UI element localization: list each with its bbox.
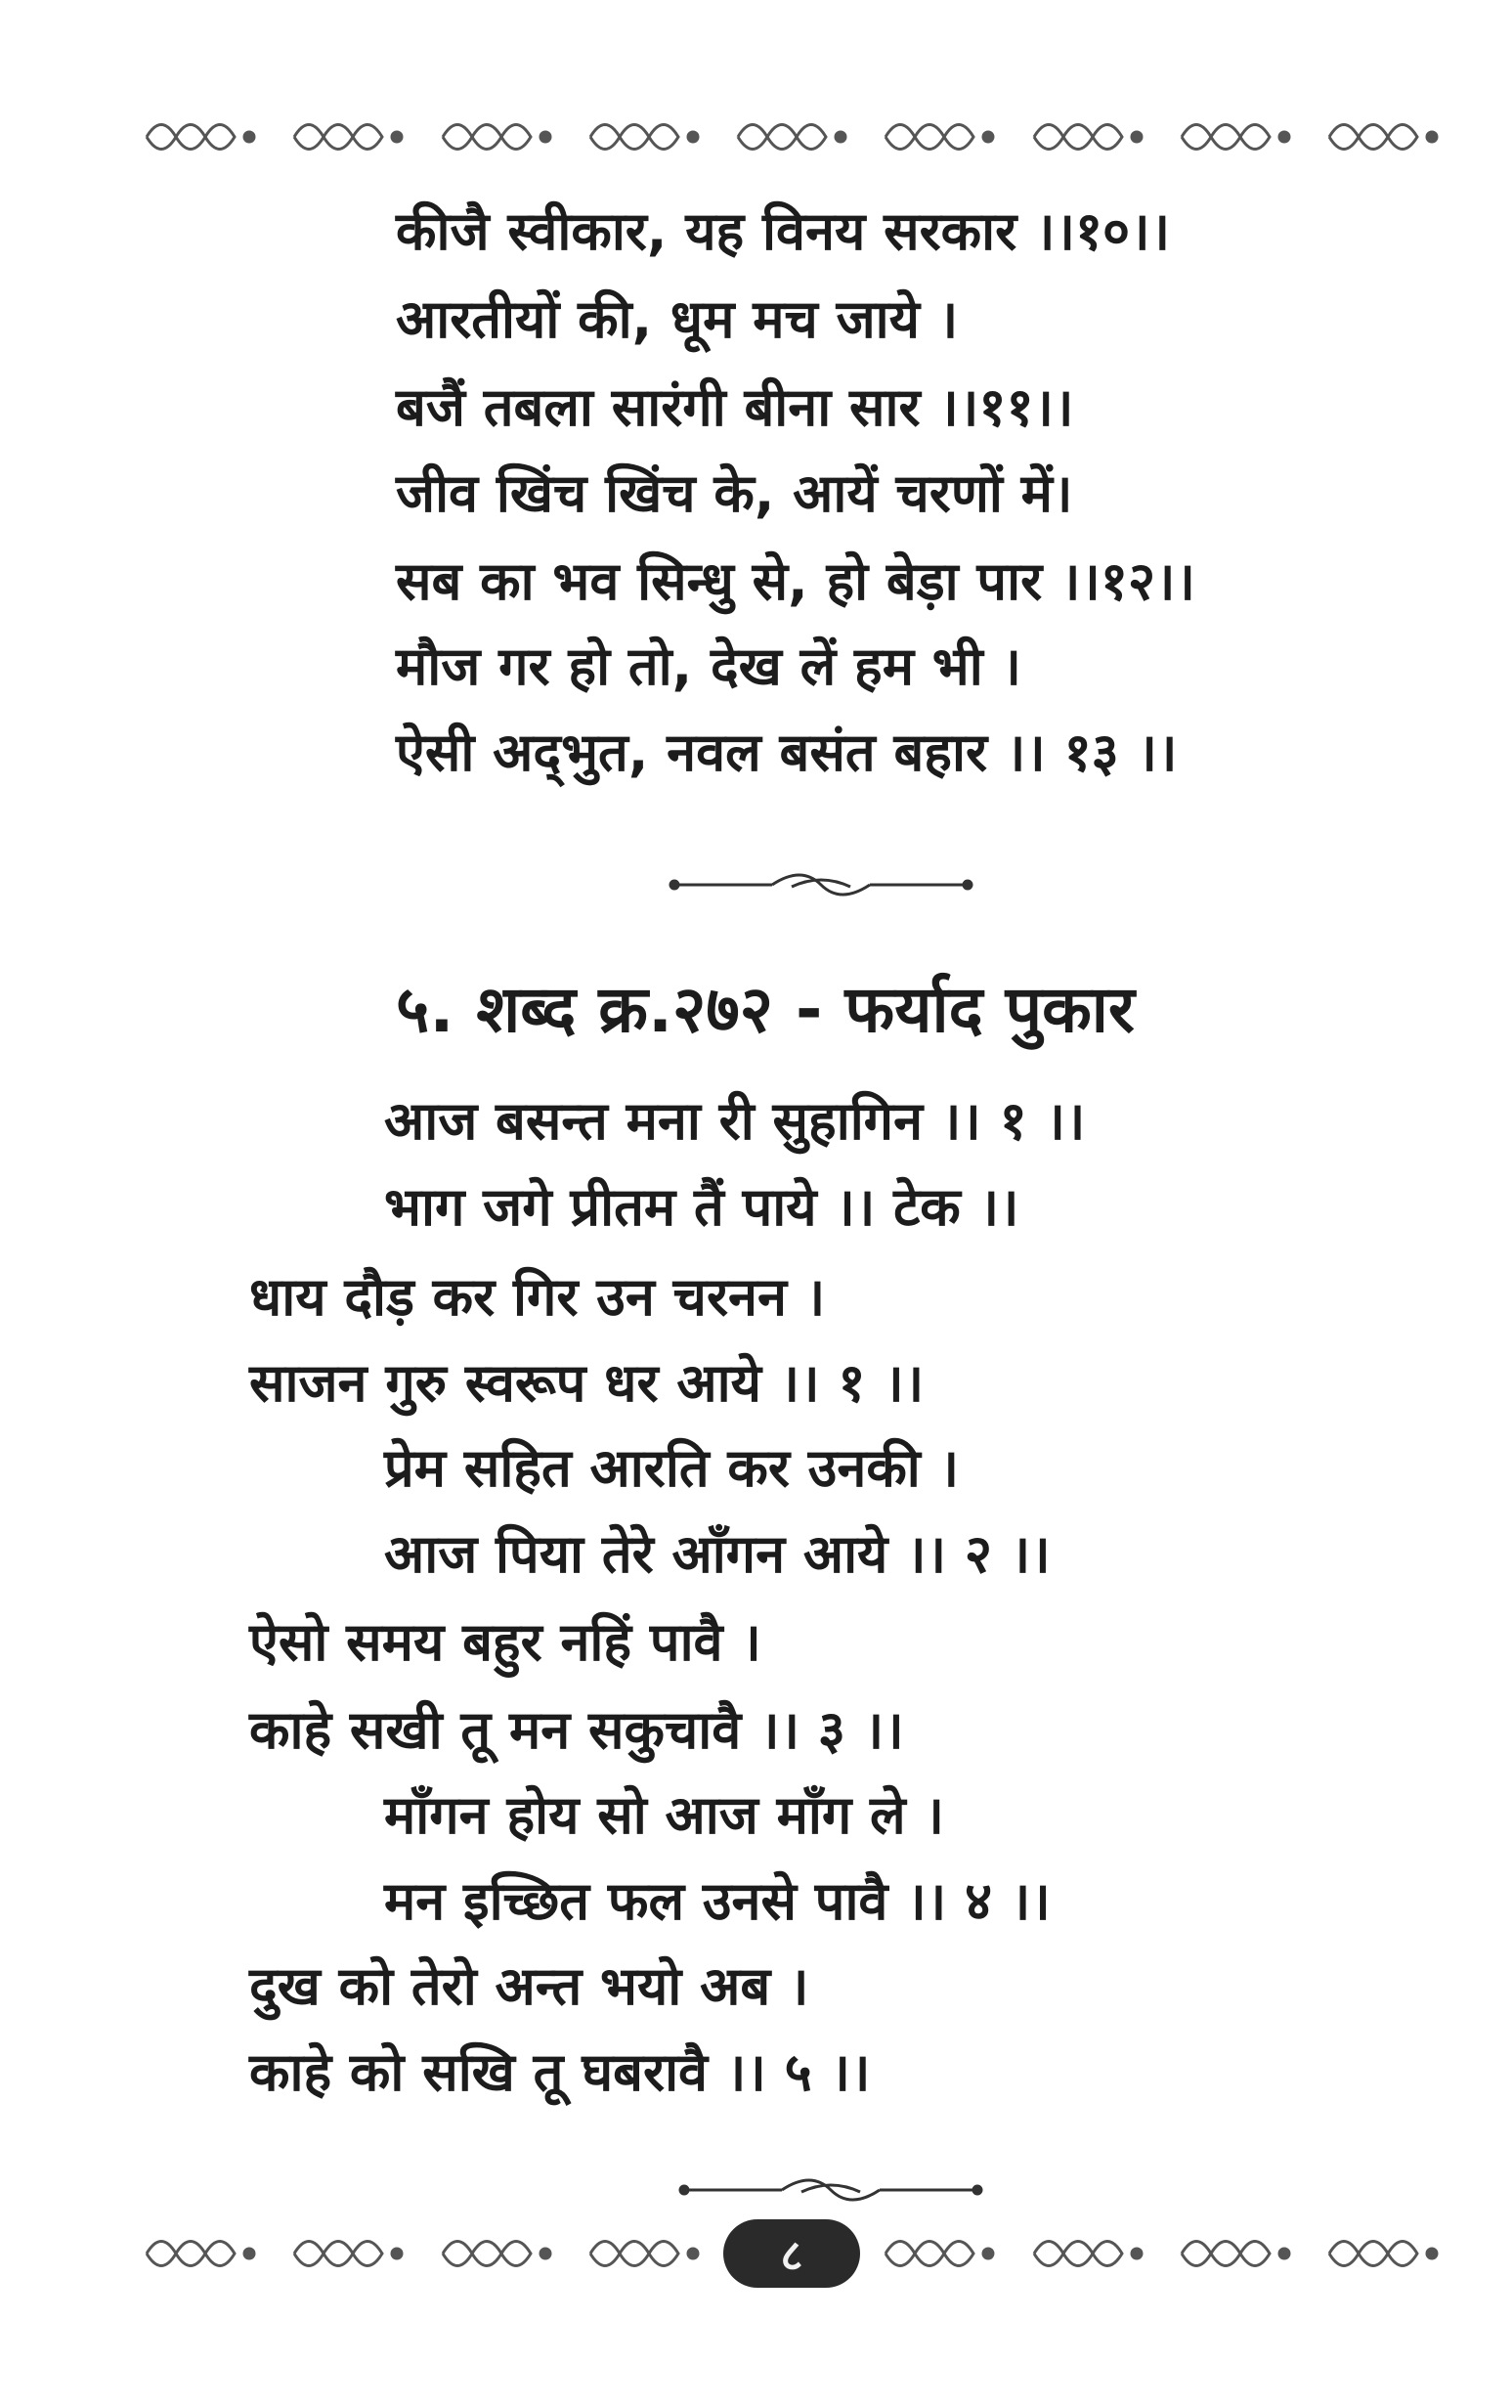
verse-line: कीजै स्वीकार, यह विनय सरकार ।।१०।। (396, 200, 1171, 262)
floral-motif-icon (1024, 108, 1151, 166)
verse-line: सब का भव सिन्धु से, हो बेड़ा पार ।।१२।। (396, 550, 1195, 612)
floral-motif-icon (433, 108, 560, 166)
page-number: ८ (723, 2219, 860, 2288)
floral-motif-icon (728, 108, 855, 166)
floral-motif-icon (1319, 2224, 1447, 2283)
verse-line: भाग जगे प्रीतम तैं पाये ।। टेक ।। (384, 1176, 1019, 1238)
floral-motif-icon (137, 2224, 264, 2283)
verse-line: दुख को तेरो अन्त भयो अब । (249, 1955, 809, 2017)
floral-motif-icon (581, 2224, 708, 2283)
floral-motif-icon (1319, 108, 1447, 166)
floral-motif-icon (581, 108, 708, 166)
verse-line: मन इच्छित फल उनसे पावै ।। ४ ।। (384, 1870, 1051, 1932)
verse-line: मौज गर हो तो, देख लें हम भी । (396, 635, 1022, 697)
divider-ornament-icon (665, 865, 977, 904)
verse-line: माँगन होय सो आज माँग ले । (384, 1784, 944, 1846)
verse-line: ऐसो समय बहुर नहिं पावै । (249, 1611, 761, 1673)
verse-line: धाय दौड़ कर गिर उन चरनन । (249, 1266, 826, 1328)
verse-line: ऐसी अद्‌भुत, नवल बसंत बहार ।। १३ ।। (396, 722, 1178, 783)
verse-line: साजन गुरु स्वरूप धर आये ।। १ ।। (249, 1352, 925, 1414)
verse-line: आज बसन्त मना री सुहागिन ।। १ ।। (384, 1090, 1086, 1152)
floral-motif-icon (433, 2224, 560, 2283)
verse-line: प्रेम सहित आरति कर उनकी । (384, 1437, 960, 1499)
verse-line: बजैं तबला सारंगी बीना सार ।।११।। (396, 376, 1074, 438)
hymn-heading: ५. शब्द क्र.२७२ - फर्याद पुकार (396, 972, 1135, 1047)
floral-motif-icon (284, 108, 411, 166)
floral-motif-icon (1172, 108, 1299, 166)
verse-line: आज पिया तेरे आँगन आये ।। २ ।। (384, 1523, 1051, 1585)
floral-motif-icon (1172, 2224, 1299, 2283)
floral-motif-icon (137, 108, 264, 166)
floral-motif-icon (284, 2224, 411, 2283)
verse-line: जीव खिंच खिंच के, आयें चरणों में। (396, 462, 1073, 524)
verse-line: आरतीयों की, धूम मच जाये । (396, 288, 959, 350)
top-ornament-border (137, 103, 1447, 171)
divider-ornament-icon (674, 2170, 987, 2210)
floral-motif-icon (876, 108, 1003, 166)
floral-motif-icon (876, 2224, 1003, 2283)
verse-line: काहे को सखि तू घबरावै ।। ५ ।। (249, 2041, 871, 2103)
floral-motif-icon (1024, 2224, 1151, 2283)
verse-line: काहे सखी तू मन सकुचावै ।। ३ ।। (249, 1699, 904, 1761)
